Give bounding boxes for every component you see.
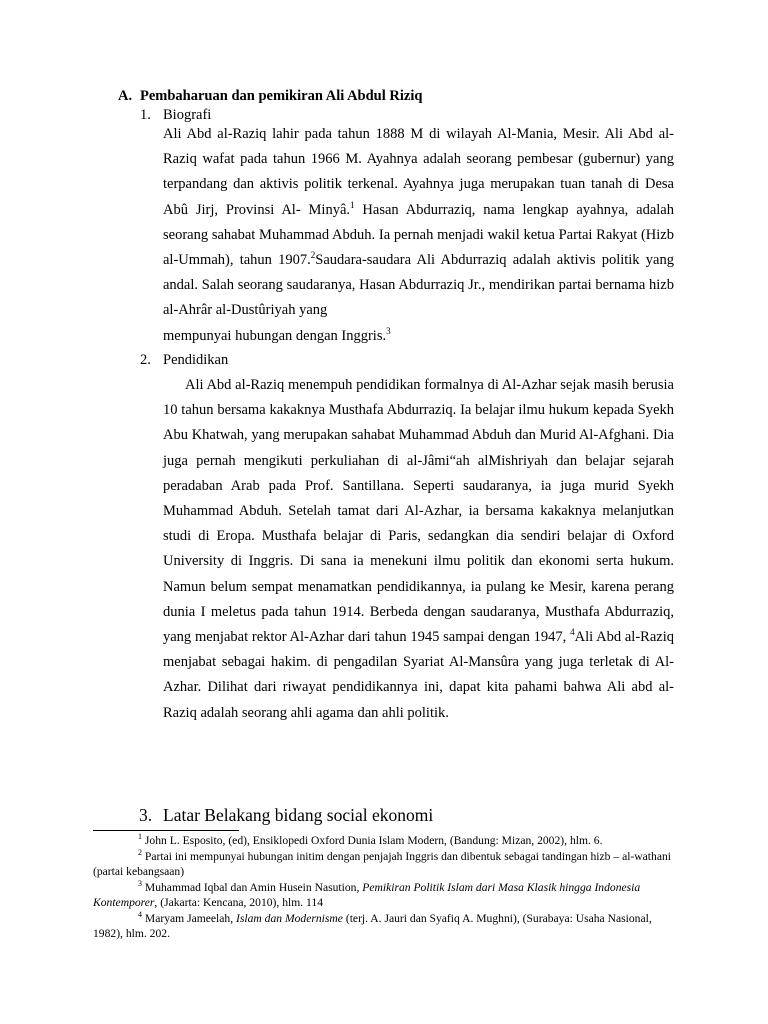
footnote-book-title: Islam dan Modernisme: [236, 912, 343, 925]
footnote-number: 1: [138, 832, 142, 842]
footnote-number: 3: [138, 879, 142, 889]
pendidikan-paragraph: [163, 373, 674, 726]
item-number: 3.: [139, 805, 153, 825]
footnote-ref-4: 4: [570, 627, 575, 638]
item-latar-belakang-heading: [139, 805, 433, 826]
pendidikan-text-2: Ali Abd al-Raziq menjabat sebagai hakim. di pengadilan Syariat Al-Mansûra yang juga terletak di Al-Azhar. Dilihat dari riwayat pendidikannya ini, dapat kita pahami bahwa Ali abd al-Raziq adalah seorang ahli agama dan ahli politik.: [163, 629, 674, 721]
biografi-text-4: mempunyai hubungan dengan Inggris.: [163, 327, 387, 344]
footnote-publisher: , (Jakarta: Kencana, 2010), hlm. 114: [154, 896, 323, 909]
footnote-ref-1: 1: [350, 199, 355, 210]
item-number: 2.: [140, 352, 151, 368]
footnote-ref-2: 2: [310, 250, 316, 261]
footnote-text: John L. Esposito, (ed), Ensiklopedi Oxford Dunia Islam Modern, (Bandung: Mizan, 2002), hlm. 6.: [142, 834, 603, 847]
item-title: Pendidikan: [163, 352, 229, 368]
biografi-text-2: Hasan Abdurraziq, nama lengkap ayahnya, adalah seorang sahabat Muhammad Abduh. Ia pernah menjadi wakil ketua Partai Rakyat (Hizb al-Ummah), tahun 1907.: [163, 201, 674, 269]
footnote-book-title: Pemikiran Politik Islam dari Masa Klasik hingga Indonesia Kontemporer: [93, 881, 641, 909]
footnote-author: Muhammad Iqbal dan Amin Husein Nasution,: [142, 881, 363, 894]
footnote-1: [93, 833, 675, 848]
footnote-number: 2: [138, 848, 142, 858]
footnote-separator: [93, 830, 239, 831]
item-title: Biografi: [163, 107, 212, 123]
section-heading: [118, 88, 422, 105]
footnote-text: Partai ini mempunyai hubungan initim dengan penjajah Inggris dan dibentuk sebagai tandingan hizb – al-wathani (partai kebangsaan): [93, 850, 671, 878]
item-pendidikan-heading: [140, 352, 228, 369]
section-title: Pembaharuan dan pemikiran Ali Abdul Riziq: [140, 88, 423, 104]
footnote-number: 4: [138, 910, 142, 920]
biografi-text-3: Saudara-saudara Ali Abdurraziq adalah aktivis politik yang andal. Salah seorang saudaranya, Hasan Abdurraziq Jr., mendirikan partai bernama hizb al-Ahrâr al-Dustûriyah yang: [163, 252, 674, 319]
footnote-2: [93, 849, 675, 879]
item-title: Latar Belakang bidang social ekonomi: [163, 805, 434, 825]
footnote-4: [93, 911, 675, 941]
biografi-text-1: Ali Abd al-Raziq lahir pada tahun 1888 M di wilayah Al-Mania, Mesir. Ali Abd al-Raziq wafat pada tahun 1966 M. Ayahnya adalah seorang pembesar (gubernur) yang terpandang dan aktivis politik terkenal. Ayahnya juga merupakan tuan tanah di Desa Abû Jirj, Provinsi Al- Minyâ.: [163, 126, 674, 218]
footnote-ref-3: 3: [386, 325, 391, 336]
footnotes: [93, 833, 675, 942]
biografi-paragraph: [163, 122, 674, 349]
footnote-publisher: (terj. A. Jauri dan Syafiq A. Mughni), (Surabaya: Usaha Nasional, 1982), hlm. 202.: [93, 912, 652, 940]
item-number: 1.: [140, 107, 151, 123]
pendidikan-text-1: Ali Abd al-Raziq menempuh pendidikan formalnya di Al-Azhar sejak masih berusia 10 tahun bersama kakaknya Musthafa Abdurraziq. Ia belajar ilmu hukum kepada Syekh Abu Khatwah, yang merupakan sahabat Muhammad Abduh dan Murid Al-Afghani. Dia juga pernah mengikuti perkuliahan di al-Jâmi“ah alMishriyah dan belajar sejarah peradaban Arab pada Prof. Santillana. Seperti saudaranya, ia juga murid Syekh Muhammad Abduh. Setelah tamat dari Al-Azhar, ia bersama kakaknya melanjutkan studi di Eropa. Musthafa belajar di Paris, sedangkan dia sendiri belajar di Oxford University di Inggris. Di sana ia menekuni ilmu politik dan ekonomi serta hukum. Namun belum sempat menamatkan pendidikannya, ia pulang ke Mesir, karena perang dunia I meletus pada tahun 1914. Berbeda dengan saudaranya, Musthafa Abdurraziq, yang menjabat rektor Al-Azhar dari tahun 1945 sampai dengan 1947,: [163, 377, 674, 646]
section-label: A.: [118, 88, 133, 104]
footnote-author: Maryam Jameelah,: [142, 912, 237, 925]
footnote-3: [93, 880, 675, 910]
